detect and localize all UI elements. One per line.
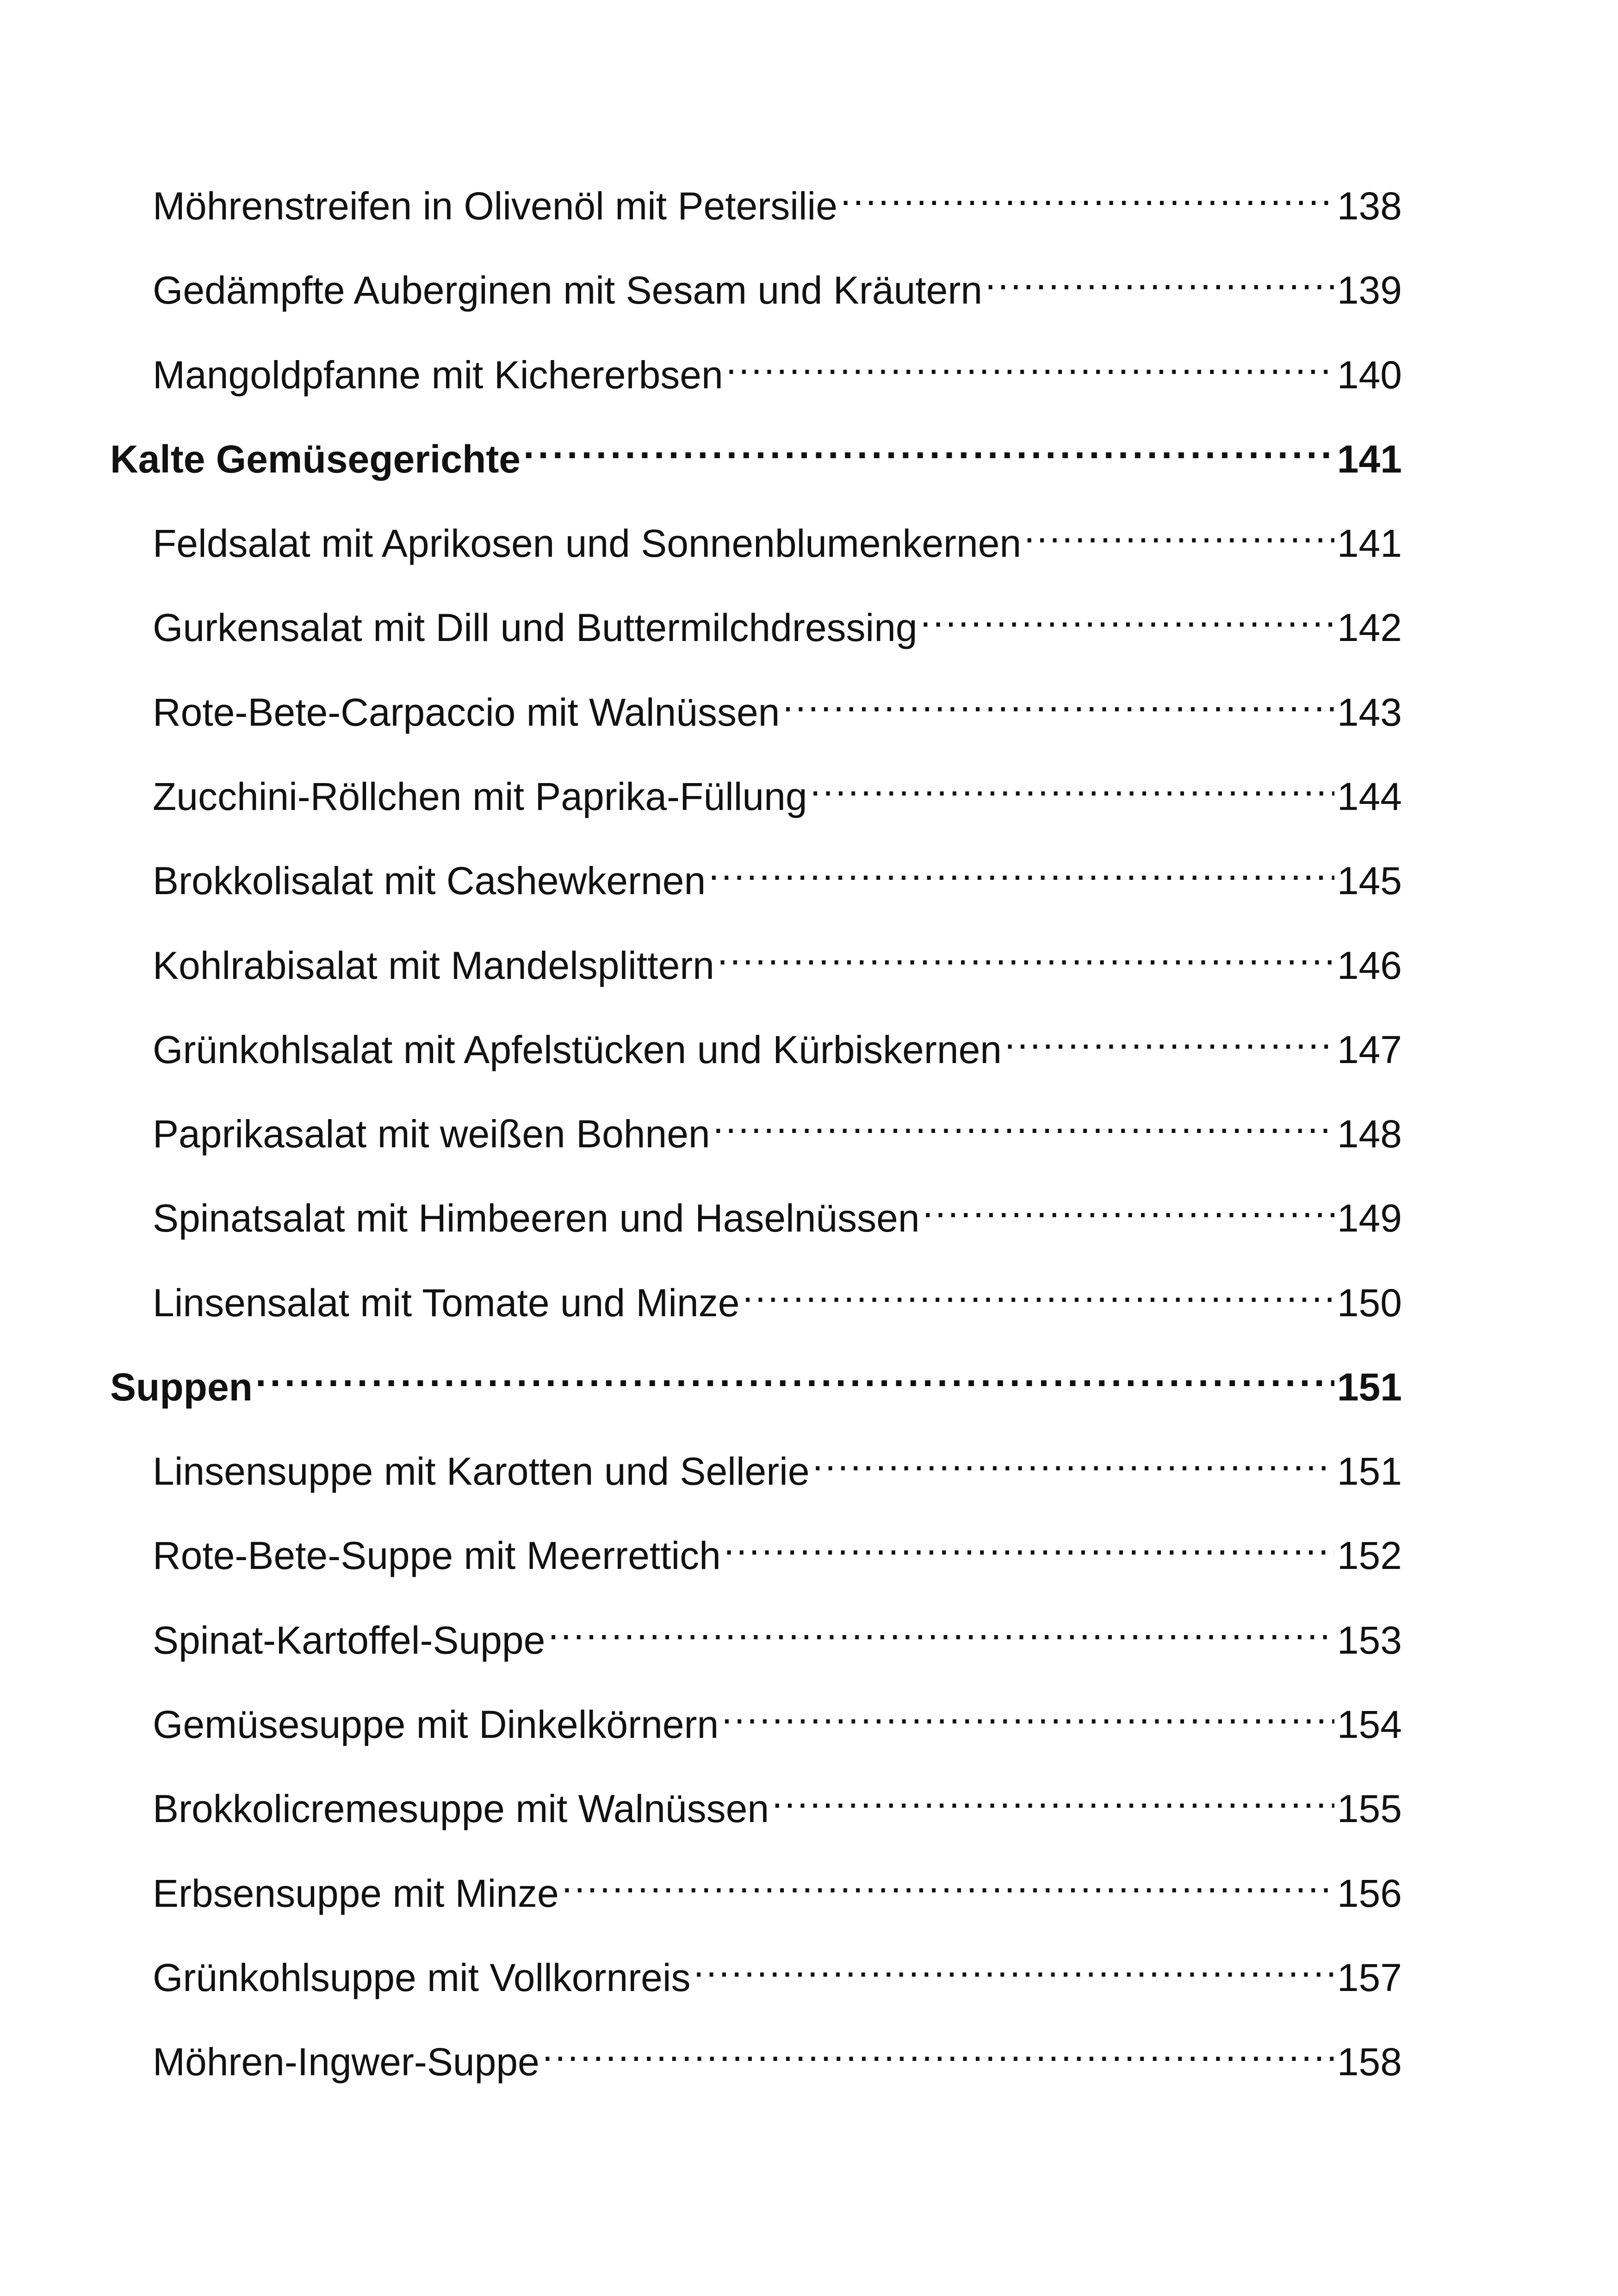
toc-dot-leader [840,164,1334,219]
toc-dot-leader [713,1092,1334,1147]
toc-dot-leader [726,333,1334,388]
toc-dot-leader [721,1682,1334,1738]
toc-dot-leader [985,248,1334,304]
toc-dot-leader [542,2020,1334,2075]
toc-page-number: 141 [1337,522,1402,565]
toc-entry[interactable] [110,1851,1402,1915]
toc-page-number: 153 [1337,1618,1402,1662]
toc-entry-title: Grünkohlsuppe mit Vollkornreis [153,1956,691,1999]
toc-dot-leader [920,585,1334,641]
toc-page-number: 151 [1337,1365,1402,1409]
toc-entry-title: Mangoldpfanne mit Kichererbsen [153,353,723,397]
toc-entry-title: Spinat-Kartoffel-Suppe [153,1618,546,1662]
toc-page-number: 157 [1337,1956,1402,1999]
toc-dot-leader [523,417,1334,473]
toc-page-number: 145 [1337,859,1402,902]
toc-entry-title: Brokkolicremesuppe mit Walnüssen [153,1787,769,1830]
toc-page-number: 146 [1337,944,1402,987]
toc-entry-title: Gedämpfte Auberginen mit Sesam und Kräutern [153,268,983,312]
toc-entry[interactable] [110,754,1402,818]
toc-dot-leader [923,1176,1334,1232]
toc-entry-title: Möhrenstreifen in Olivenöl mit Petersilie [153,184,837,228]
toc-section-title: Kalte Gemüsegerichte [110,437,521,481]
toc-dot-leader [742,1261,1334,1316]
toc-section-heading[interactable] [110,1345,1402,1409]
toc-entry[interactable] [110,1935,1402,1999]
toc-entry-title: Gemüsesuppe mit Dinkelkörnern [153,1703,719,1746]
toc-page-number: 144 [1337,775,1402,818]
toc-entry[interactable] [110,1513,1402,1577]
toc-dot-leader [708,839,1334,894]
toc-entry-title: Linsensuppe mit Karotten und Sellerie [153,1450,810,1493]
toc-entry-title: Erbsensuppe mit Minze [153,1872,559,1915]
toc-entry[interactable] [110,1767,1402,1830]
toc-dot-leader [548,1598,1334,1654]
toc-page-number: 139 [1337,268,1402,312]
toc-entry[interactable] [110,923,1402,987]
toc-page-number: 140 [1337,353,1402,397]
toc-page-number: 158 [1337,2040,1402,2084]
toc-entry-title: Möhren-Ingwer-Suppe [153,2040,539,2084]
toc-page-number: 149 [1337,1196,1402,1240]
toc-entry-title: Grünkohlsalat mit Apfelstücken und Kürbiskernen [153,1028,1002,1071]
toc-page-number: 152 [1337,1534,1402,1577]
toc-dot-leader [562,1851,1334,1907]
toc-page-number: 148 [1337,1112,1402,1156]
toc-entry-title: Spinatsalat mit Himbeeren und Haselnüssen [153,1196,920,1240]
toc-entry-title: Paprikasalat mit weißen Bohnen [153,1112,710,1156]
toc-entry[interactable] [110,839,1402,902]
toc-page-number: 150 [1337,1281,1402,1325]
toc-entry[interactable] [110,1092,1402,1156]
toc-dot-leader [772,1767,1334,1822]
toc-entry-title: Rote-Bete-Carpaccio mit Walnüssen [153,691,780,734]
toc-page-number: 151 [1337,1450,1402,1493]
toc-page-number: 138 [1337,184,1402,228]
toc-section-heading[interactable] [110,417,1402,481]
toc-entry-title: Brokkolisalat mit Cashewkernen [153,859,706,902]
toc-page-number: 143 [1337,691,1402,734]
toc-dot-leader [255,1345,1334,1400]
toc-entry[interactable] [110,1682,1402,1746]
toc-entry-title: Linsensalat mit Tomate und Minze [153,1281,740,1325]
toc-entry[interactable] [110,333,1402,397]
toc-entry-title: Rote-Bete-Suppe mit Meerrettich [153,1534,721,1577]
toc-entry[interactable] [110,1598,1402,1662]
toc-entry[interactable] [110,501,1402,565]
toc-dot-leader [1024,501,1334,557]
toc-page-number: 147 [1337,1028,1402,1071]
toc-entry[interactable] [110,1261,1402,1325]
toc-entry[interactable] [110,164,1402,228]
toc-entry-title: Kohlrabisalat mit Mandelsplittern [153,944,714,987]
toc-dot-leader [724,1513,1334,1569]
toc-entry-title: Zucchini-Röllchen mit Paprika-Füllung [153,775,807,818]
toc-entry[interactable] [110,1429,1402,1493]
toc-page-number: 154 [1337,1703,1402,1746]
toc-entry[interactable] [110,248,1402,312]
toc-dot-leader [694,1935,1334,1991]
toc-dot-leader [717,923,1334,979]
toc-page-number: 155 [1337,1787,1402,1830]
toc-entry[interactable] [110,585,1402,649]
toc-dot-leader [810,754,1334,810]
toc-page-number: 156 [1337,1872,1402,1915]
toc-entry[interactable] [110,1008,1402,1071]
toc-entry[interactable] [110,1176,1402,1240]
toc-entry[interactable] [110,670,1402,734]
toc-section-title: Suppen [110,1365,253,1409]
toc-page-number: 141 [1337,437,1402,481]
toc-dot-leader [1004,1008,1334,1063]
toc-entry-title: Feldsalat mit Aprikosen und Sonnenblumenkernen [153,522,1022,565]
toc-entry-title: Gurkensalat mit Dill und Buttermilchdressing [153,606,917,649]
toc-entry[interactable] [110,2020,1402,2084]
toc-dot-leader [812,1429,1334,1485]
toc-dot-leader [782,670,1334,726]
toc-page-number: 142 [1337,606,1402,649]
